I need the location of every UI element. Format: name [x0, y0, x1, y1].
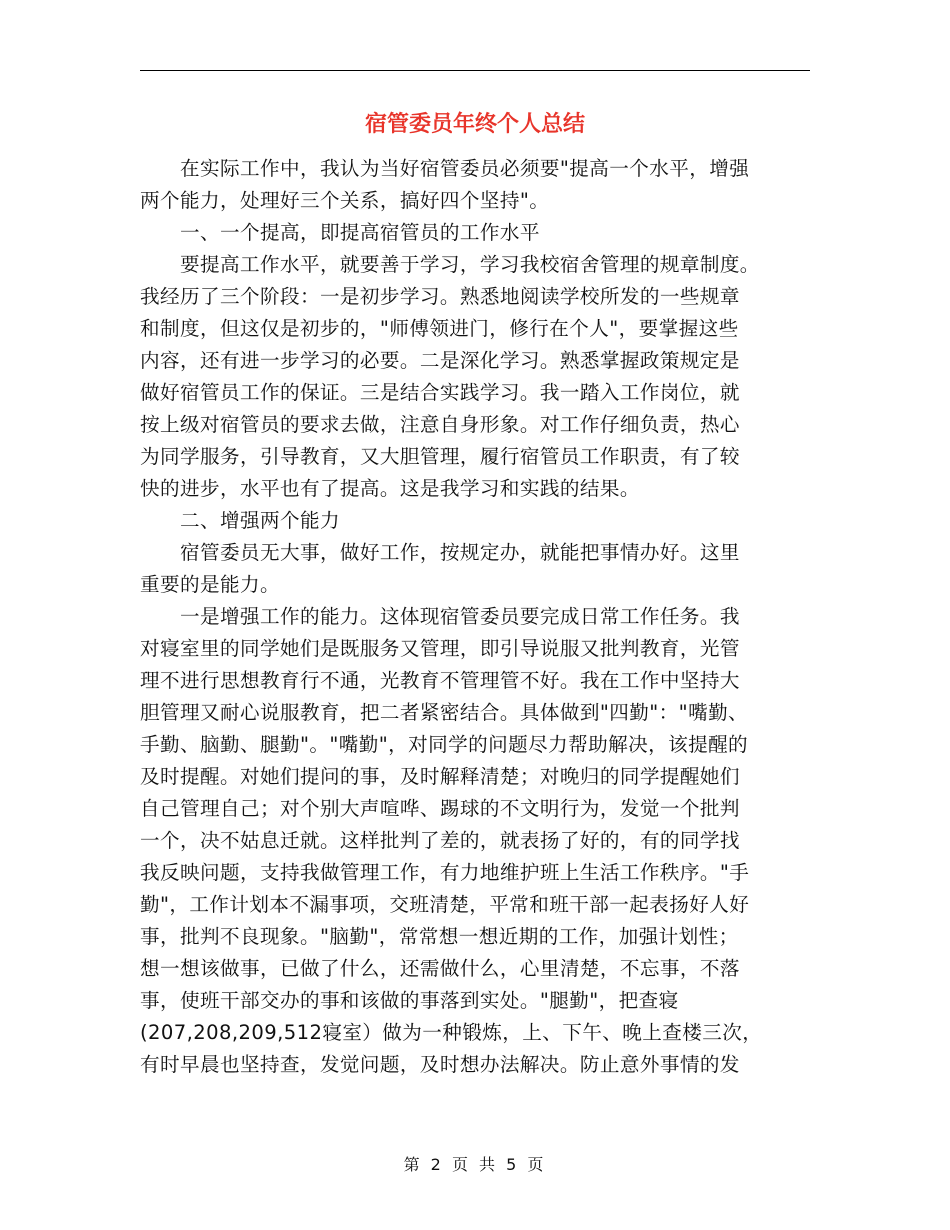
body-line: 事，批判不良现象。"脑勤"，常常想一想近期的工作，加强计划性；: [140, 925, 739, 948]
body-line: 勤"，工作计划本不漏事项，交班清楚，平常和班干部一起表扬好人好: [140, 893, 750, 916]
body-line: 自己管理自己；对个别大声喧哗、踢球的不文明行为，发觉一个批判: [140, 797, 740, 820]
body-line: 对寝室里的同学她们是既服务又管理，即引导说服又批判教育，光管: [140, 637, 740, 660]
header-rule: [140, 70, 810, 71]
body-line: 手勤、脑勤、腿勤"。"嘴勤"，对同学的问题尽力帮助解决，该提醒的: [140, 733, 749, 756]
page-number-footer: 第 2 页 共 5 页: [403, 1155, 547, 1174]
body-line: 我反映问题，支持我做管理工作，有力地维护班上生活工作秩序。"手: [140, 861, 750, 884]
body-line: 事，使班干部交办的事和该做的事落到实处。"腿勤"，把查寝: [140, 989, 679, 1012]
section-heading: 一、一个提高，即提高宿管员的工作水平: [140, 221, 540, 244]
body-line: 重要的是能力。: [140, 573, 280, 596]
body-line: 一个，决不姑息迁就。这样批判了差的，就表扬了好的，有的同学找: [140, 829, 740, 852]
body-line: 一是增强工作的能力。这体现宿管委员要完成日常工作任务。我: [140, 605, 740, 628]
document-body: [140, 153, 810, 1081]
body-line: 内容，还有进一步学习的必要。二是深化学习。熟悉掌握政策规定是: [140, 349, 740, 372]
body-line: 理不进行思想教育行不通，光教育不管理管不好。我在工作中坚持大: [140, 669, 740, 692]
body-line: 快的进步，水平也有了提高。这是我学习和实践的结果。: [140, 477, 640, 500]
body-line: 及时提醒。对她们提问的事，及时解释清楚；对晚归的同学提醒她们: [140, 765, 740, 788]
body-line: (207,208,209,512寝室）做为一种锻炼，上、下午、晚上查楼三次，: [140, 1021, 763, 1044]
body-line: 做好宿管员工作的保证。三是结合实践学习。我一踏入工作岗位，就: [140, 381, 740, 404]
body-line: 宿管委员无大事，做好工作，按规定办，就能把事情办好。这里: [140, 541, 740, 564]
document-title: 宿管委员年终个人总结: [364, 112, 585, 137]
body-line: 按上级对宿管员的要求去做，注意自身形象。对工作仔细负责，热心: [140, 413, 740, 436]
body-line: 要提高工作水平，就要善于学习，学习我校宿舍管理的规章制度。: [140, 253, 760, 276]
body-line: 在实际工作中，我认为当好宿管委员必须要"提高一个水平，增强: [140, 157, 750, 180]
body-line: 和制度，但这仅是初步的，"师傅领进门，修行在个人"，要掌握这些: [140, 317, 739, 340]
section-heading: 二、增强两个能力: [140, 509, 340, 532]
body-line: 想一想该做事，已做了什么，还需做什么，心里清楚，不忘事，不落: [140, 957, 740, 980]
body-line: 两个能力，处理好三个关系，搞好四个坚持"。: [140, 189, 550, 212]
body-line: 胆管理又耐心说服教育，把二者紧密结合。具体做到"四勤"："嘴勤、: [140, 701, 749, 724]
body-line: 我经历了三个阶段：一是初步学习。熟悉地阅读学校所发的一些规章: [140, 285, 740, 308]
body-line: 有时早晨也坚持查，发觉问题，及时想办法解决。防止意外事情的发: [140, 1053, 740, 1076]
body-line: 为同学服务，引导教育，又大胆管理，履行宿管员工作职责，有了较: [140, 445, 740, 468]
